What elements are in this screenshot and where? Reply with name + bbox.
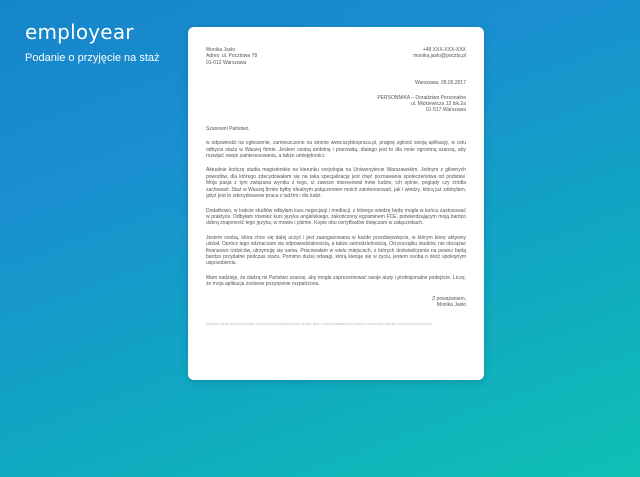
letter-closing [206, 296, 466, 309]
letter-greeting: Szanowni Państwo, [206, 125, 250, 132]
sender-email: monika.jaslo@poczta.pl [413, 53, 466, 60]
letter-header [206, 47, 466, 66]
letter-paragraph-2: Aktualnie kończę studia magisterskie na kierunku socjologia na Uniwersytecie Warszawskim. Jednym z głównych powodów, dla którego zdecydowałam się na taką specjalizację jest chęć poznawania społeczeństwa od podstaw. Moja pasja z tym związana wynika z tego, iż zawsze interesował mnie ludzie, ich opinie, poglądy czy źródła zachowań. Staż w Waszej firmie byłby idealnym połączeniem moich zainteresowań, jak i wiedzy, którą już zdobyłam, gdyż jest to zdecydowanie praca z ludźmi i dla ludzi. [206, 167, 466, 200]
sender-address-line2: 01-012 Warszawa [206, 59, 247, 66]
sender-phone: +48 XXX-XXX-XXX [422, 47, 466, 53]
consent-footnote: Wyrażam zgodę na przetwarzanie moich danych osobowych przez Ubinka, firmy w celu prowadzenia rekrutacji na stanowisko stażysta na potrzeby zatrudnienia. [206, 322, 433, 327]
letter-paragraph-3: Dodatkowo, w trakcie studiów odbyłam kurs negocjacji i mediacji, z którego wiedzę będę mogła w końcu zastosować w praktyce. Odbyłam również kurs języka angielskiego, zakończony egzaminem FCE, potwierdzającym moją bardzo dobrą znajomość tego języka, w mowie i piśmie. Kopie obu certyfikatów dołączam w załącznikach. [206, 207, 466, 227]
letter-paragraph-4: Jestem osobą, która chce się dalej uczyć i jest zaangażowana w każde przedsięwzięcie, w którym biorę aktywny udział. Oprócz tego odznaczam się odpowiedzialnością, a także samodzielnością. Od początku studiów, nie obciążac finansowo rodziców, utrzymuję się sama. Pracowałam w wielu miejscach, z których doświadczenia na pewno będą bardzo przydatne podczas stażu. Pomimo dużej odwagi, którą kieruję się w życiu, jestem osobą o dość spokojnym usposobieniu. [206, 234, 466, 267]
sender-name: Monika Jasło [206, 47, 236, 53]
signature-name: Monika Jasło [436, 301, 466, 308]
contact-block [413, 47, 466, 66]
letter-date: Warszawa, 09.05.2017 [415, 80, 466, 87]
letter-paragraph-1: w odpowiedzi na ogłoszenie, zamieszczone na stronie www.szybkopraca.pl, pragnę zgłosić swoją aplikację, w celu odbycia stażu w Waszej firmie. Jestem osobą ambitną i pracowitą, dlatego jest to dla mnie ogromną szansą, aby rozwijać swoje zainteresowania, a także umiejętności. [206, 140, 466, 160]
page-title: Podanie o przyjęcie na staż [25, 52, 160, 64]
sender-address-line1: Adres: ul. Pocztowa 78 [206, 53, 258, 60]
employear-logo[interactable]: employear [25, 20, 134, 44]
recipient-line2: ul. Mickiewicza 12 lok.2a [410, 101, 466, 108]
recipient-line1: PERSONNIKA – Doradztwo Personalne [377, 94, 466, 101]
letter-paragraph-5: Mam nadzieję, że dadzą mi Państwo szansę, aby mogła zaprezentować swoje atuty i profesjonalne podejście. Liczę, że moja aplikacja zostanie pozytywnie rozpatrzona. [206, 274, 466, 288]
sender-block [206, 47, 257, 66]
recipient-line3: 01-517 Warszawa [425, 107, 466, 114]
closing-phrase: Z poważaniem, [432, 295, 466, 302]
letter-document [188, 27, 484, 380]
recipient-block [206, 95, 466, 114]
